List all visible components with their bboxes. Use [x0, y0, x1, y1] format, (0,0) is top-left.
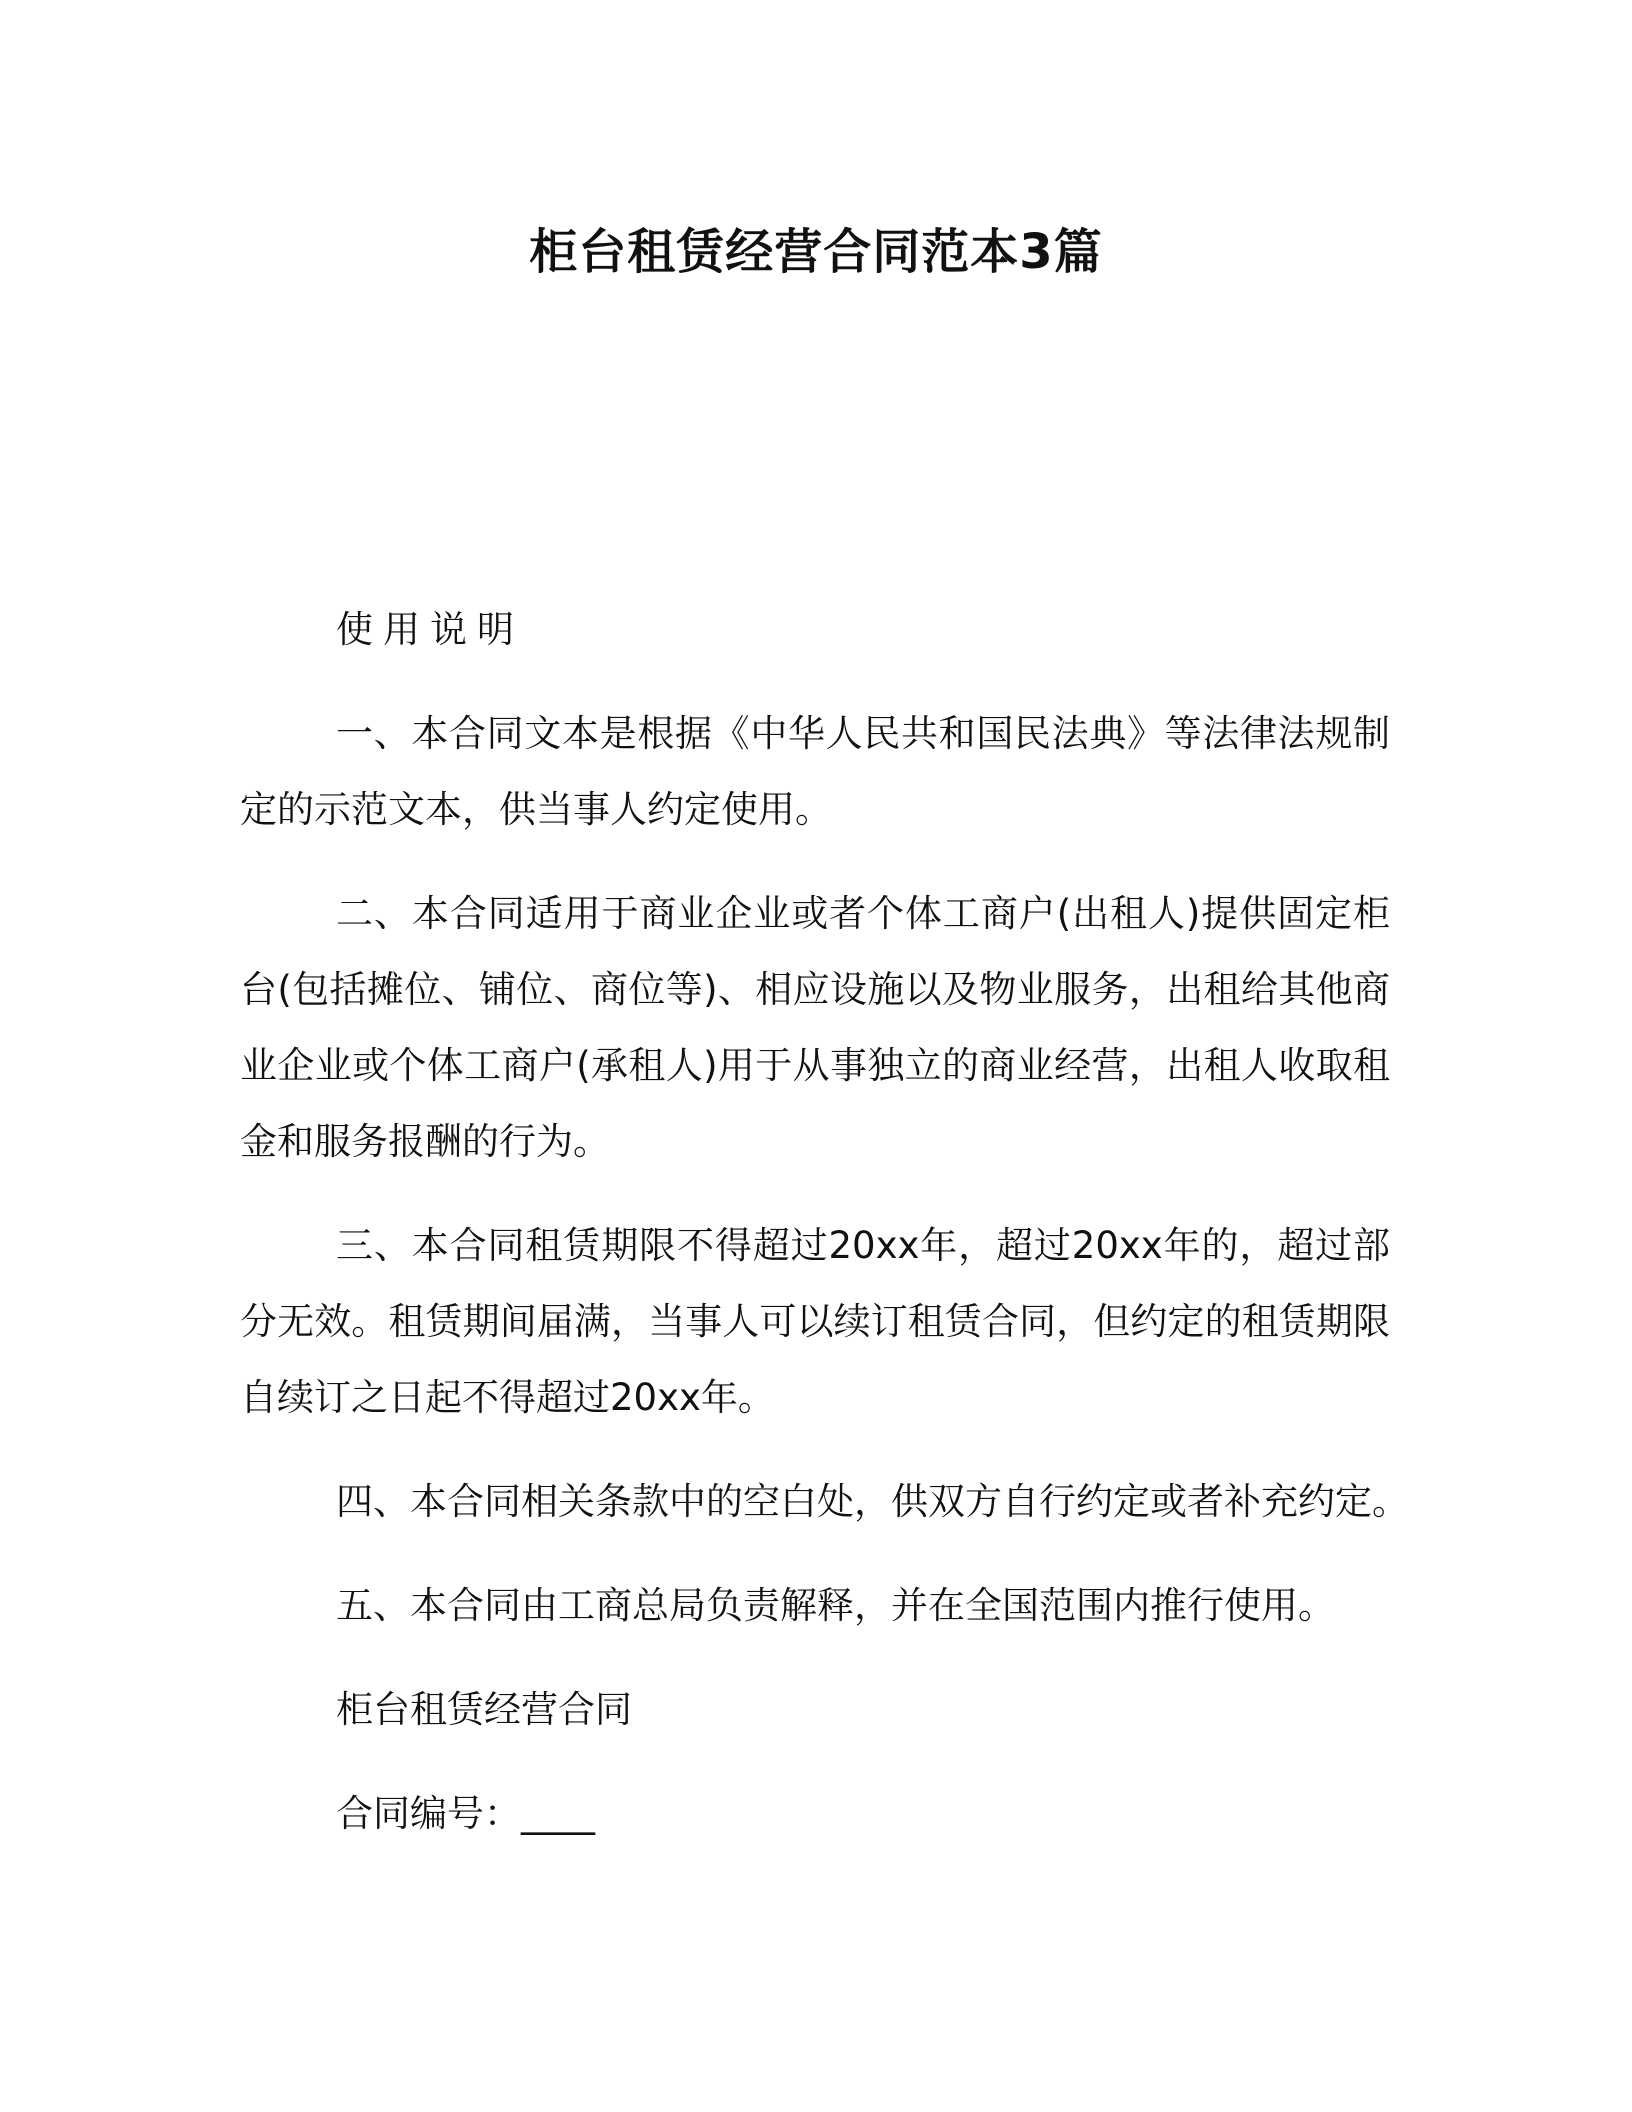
clause-4: 四、本合同相关条款中的空白处，供双方自行约定或者补充约定。	[336, 1480, 1409, 1523]
clause-3: 三、本合同租赁期限不得超过20xx年，超过20xx年的，超过部分无效。租赁期间届满，当事人可以续订租赁合同，但约定的租赁期限自续订之日起不得超过20xx年。	[240, 1224, 1390, 1419]
clause-1: 一、本合同文本是根据《中华人民共和国民法典》等法律法规制定的示范文本，供当事人约定使用。	[240, 712, 1390, 831]
clause-5: 五、本合同由工商总局负责解释，并在全国范围内推行使用。	[336, 1584, 1335, 1627]
document-title: 柜台租赁经营合同范本3篇	[529, 224, 1103, 280]
clause-2: 二、本合同适用于商业企业或者个体工商户(出租人)提供固定柜台(包括摊位、铺位、商位等)、相应设施以及物业服务，出租给其他商业企业或个体工商户(承租人)用于从事独立的商业经营，出租人收取租金和服务报酬的行为。	[240, 892, 1390, 1163]
document-body	[240, 592, 1409, 1880]
contract-number-field: 合同编号：____	[336, 1792, 595, 1835]
instructions-heading: 使用说明	[336, 608, 524, 651]
contract-heading: 柜台租赁经营合同	[336, 1688, 632, 1731]
